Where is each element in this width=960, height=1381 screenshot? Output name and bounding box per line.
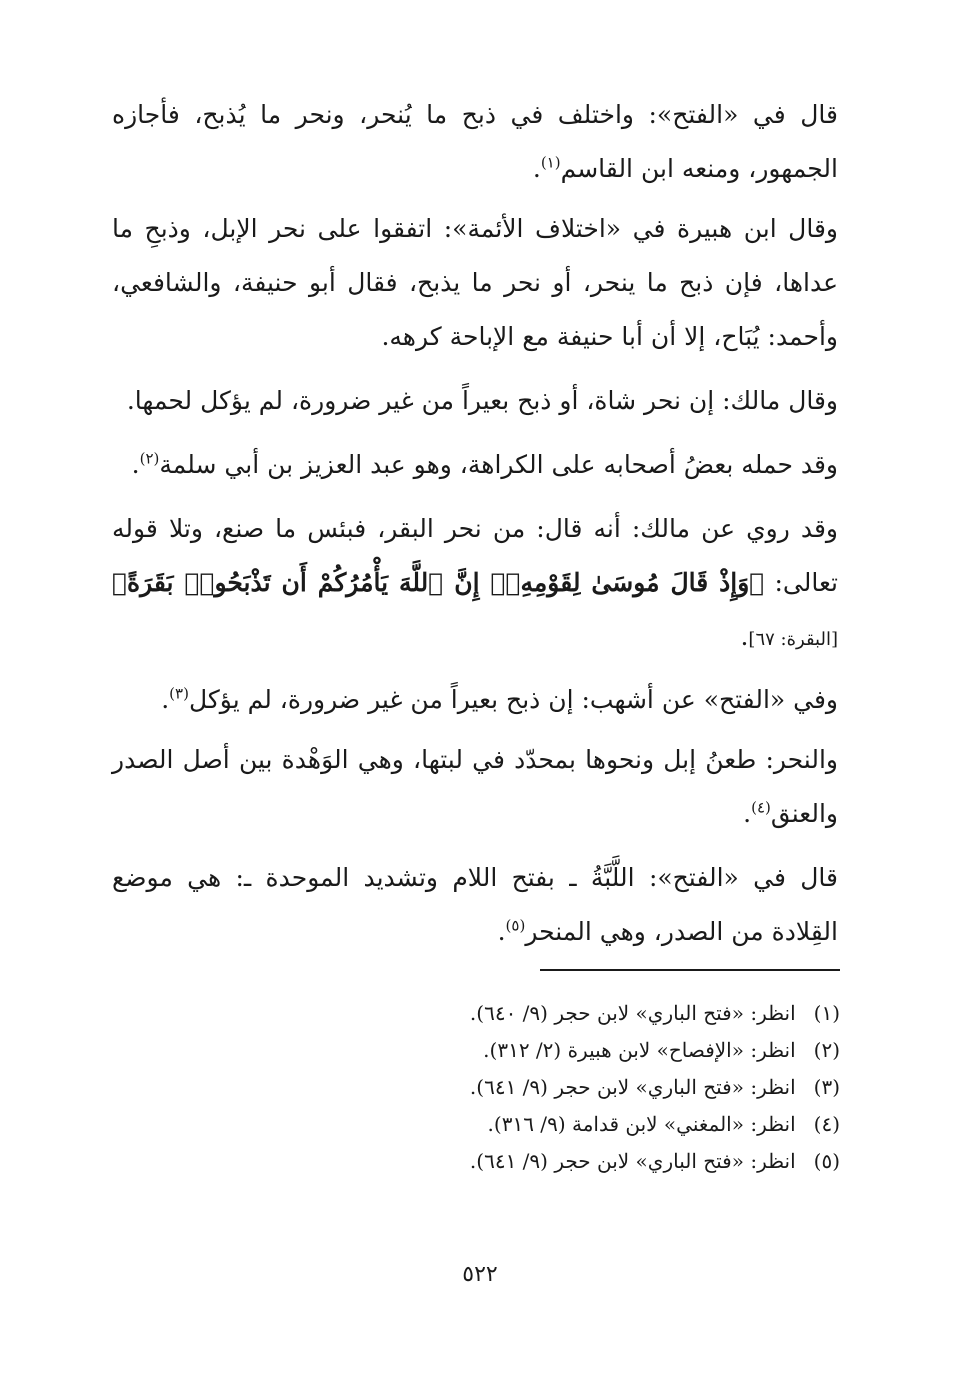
footnote-text: انظر: «المغني» لابن قدامة (٩/ ٣١٦). bbox=[487, 1112, 796, 1136]
paragraph-4 bbox=[112, 438, 838, 492]
paragraph-5 bbox=[112, 502, 838, 667]
footnote-2 bbox=[300, 1032, 840, 1069]
footnote-text: انظر: «فتح الباري» لابن حجر (٩/ ٦٤٠). bbox=[469, 1001, 796, 1025]
footnote-1 bbox=[300, 995, 840, 1032]
paragraph-8 bbox=[112, 851, 838, 959]
footnote-3 bbox=[300, 1069, 840, 1106]
footnote-text: انظر: «فتح الباري» لابن حجر (٩/ ٦٤١). bbox=[469, 1149, 796, 1173]
paragraph-text: وقال ابن هبيرة في «اختلاف الأئمة»: اتفقوا على نحر الإبل، وذبحِ ما عداها، فإن ذبح ما ينحر، أو نحر ما يذبح، فقال أبو حنيفة، والشافعي، وأحمد: يُبَاح، إلا أن أبا حنيفة مع الإباحة كرهه. bbox=[112, 214, 838, 351]
paragraph-tail: . bbox=[532, 154, 541, 183]
paragraph-tail: . bbox=[497, 917, 506, 946]
paragraph-tail: . bbox=[740, 622, 749, 651]
footnote-text: انظر: «فتح الباري» لابن حجر (٩/ ٦٤١). bbox=[469, 1075, 796, 1099]
paragraph-text: وقال مالك: إن نحر شاة، أو ذبح بعيراً من غير ضرورة، لم يؤكل لحمها. bbox=[126, 386, 838, 415]
paragraph-text: قال في «الفتح»: واختلف في ذبح ما يُنحر، ونحر ما يُذبح، فأجازه الجمهور، ومنعه ابن القاسم bbox=[112, 100, 838, 183]
paragraph-7 bbox=[112, 733, 838, 841]
verse-reference: [البقرة: ٦٧] bbox=[748, 629, 838, 650]
footnote-marker-2: (٢) bbox=[139, 449, 160, 468]
footnote-marker-3: (٣) bbox=[169, 684, 189, 703]
paragraph-text: والنحر: طعنُ إبل ونحوها بمحدّد في لبتها، وهي الوَهْدة بين أصل الصدر والعنق bbox=[112, 745, 838, 828]
footnote-marker-4: (٤) bbox=[751, 798, 771, 817]
footnote-number: (٥) bbox=[813, 1149, 840, 1173]
footnote-number: (٤) bbox=[813, 1112, 840, 1136]
paragraph-tail: . bbox=[743, 799, 752, 828]
paragraph-text: وقد حمله بعضُ أصحابه على الكراهة، وهو عبد العزيز بن أبي سلمة bbox=[159, 450, 838, 479]
paragraph-1 bbox=[112, 88, 838, 196]
footnote-divider bbox=[540, 969, 840, 971]
footnote-4 bbox=[300, 1106, 840, 1143]
paragraph-3 bbox=[112, 374, 838, 428]
page-number: ٥٢٢ bbox=[462, 1262, 498, 1287]
paragraph-text: وفي «الفتح» عن أشهب: إن ذبح بعيراً من غير ضرورة، لم يؤكل bbox=[188, 685, 838, 714]
footnote-5 bbox=[300, 1143, 840, 1180]
quran-verse: ﴿وَإِذْ قَالَ مُوسَىٰ لِقَوْمِهِۦٓ إِنَّ ٱللَّهَ يَأْمُرُكُمْ أَن تَذْبَحُوا۟ بَقَرَةً﴾ bbox=[112, 568, 765, 597]
footnote-marker-5: (٥) bbox=[505, 916, 526, 935]
paragraph-tail: . bbox=[161, 685, 170, 714]
paragraph-tail: . bbox=[131, 450, 140, 479]
footnote-text: انظر: «الإفصاح» لابن هبيرة (٢/ ٣١٢). bbox=[483, 1038, 796, 1062]
paragraph-6 bbox=[112, 673, 838, 727]
paragraph-text: وقد روي عن مالك: أنه قال: من نحر البقر، فبئس ما صنع، وتلا قوله تعالى: bbox=[112, 514, 839, 597]
footnote-marker-1: (١) bbox=[540, 153, 561, 172]
footnotes bbox=[300, 995, 840, 1180]
footnote-number: (١) bbox=[813, 1001, 840, 1025]
main-text bbox=[112, 88, 838, 965]
paragraph-2 bbox=[112, 202, 838, 364]
footnote-number: (٣) bbox=[813, 1075, 840, 1099]
paragraph-text: قال في «الفتح»: اللَّبَّةُ ـ بفتح اللام وتشديد الموحدة ـ: هي موضع القِلادة من الصدر، وهي المنحر bbox=[112, 863, 838, 946]
footnote-number: (٢) bbox=[813, 1038, 840, 1062]
